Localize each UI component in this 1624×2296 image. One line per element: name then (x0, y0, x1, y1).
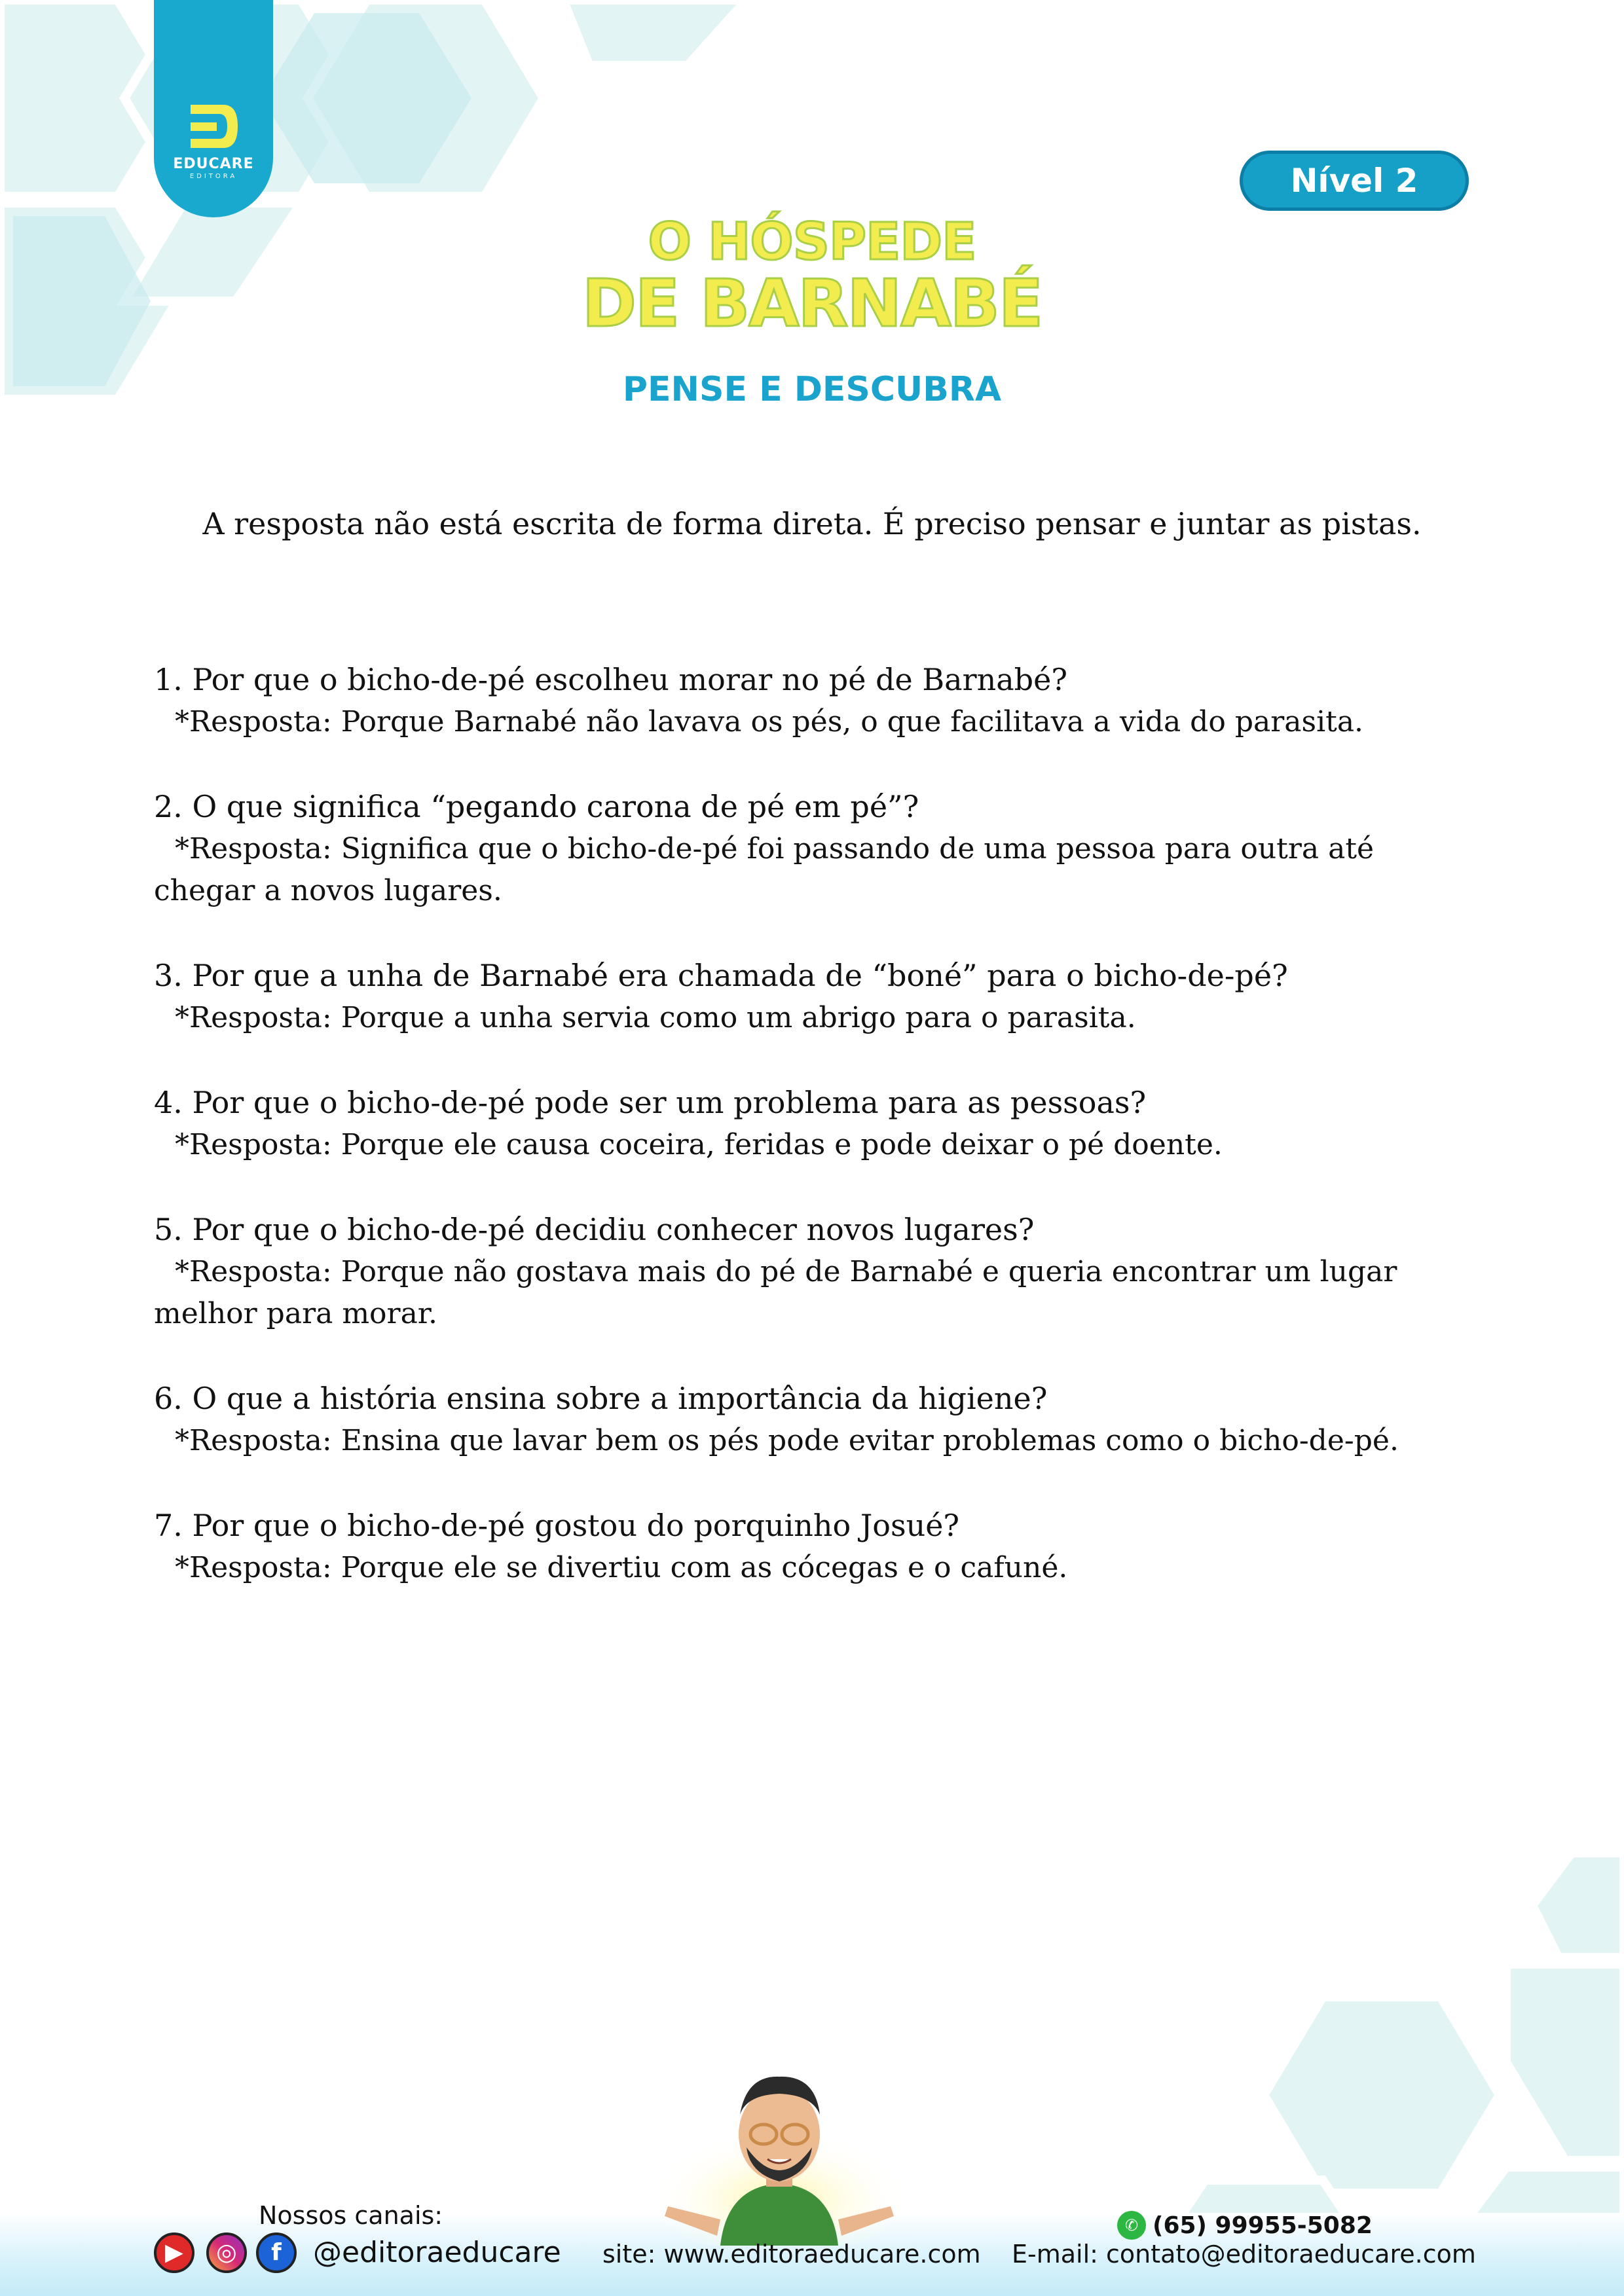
answer-text: *Resposta: Porque Barnabé não lavava os pés, o que facilitava a vida do parasita. (175, 705, 1364, 738)
mascot-illustration (648, 2062, 910, 2246)
question-text: 7. Por que o bicho-de-pé gostou do porquinho Josué? (154, 1508, 960, 1543)
question-list (154, 658, 1470, 1631)
answer-text: *Resposta: Porque a unha servia como um abrigo para o parasita. (175, 1001, 1136, 1034)
answer-text: *Resposta: Significa que o bicho-de-pé foi passando de uma pessoa para outra até chegar a novos lugares. (154, 832, 1375, 907)
question-text: 5. Por que o bicho-de-pé decidiu conhecer novos lugares? (154, 1212, 1035, 1247)
logo-subtext: EDITORA (189, 173, 238, 180)
answer-text: *Resposta: Ensina que lavar bem os pés pode evitar problemas como o bicho-de-pé. (175, 1424, 1399, 1457)
social-handle[interactable]: @editoraeducare (313, 2236, 561, 2269)
website-link[interactable]: site: www.editoraeducare.com (602, 2240, 981, 2269)
question-item (154, 1081, 1470, 1166)
youtube-icon[interactable]: ▶ (154, 2232, 194, 2273)
question-text: 3. Por que a unha de Barnabé era chamada de “boné” para o bicho-de-pé? (154, 958, 1288, 993)
level-badge: Nível 2 (1240, 151, 1469, 211)
educare-logo-mark-icon (185, 98, 242, 155)
answer-text: *Resposta: Porque ele causa coceira, feridas e pode deixar o pé doente. (175, 1128, 1223, 1161)
logo-text: EDUCARE (173, 156, 254, 172)
email-link[interactable]: E-mail: contato@editoraeducare.com (1012, 2240, 1476, 2269)
educare-logo (154, 0, 273, 217)
answer-text: *Resposta: Porque ele se divertiu com as cócegas e o cafuné. (175, 1551, 1068, 1584)
question-item (154, 1504, 1470, 1589)
question-text: 4. Por que o bicho-de-pé pode ser um problema para as pessoas? (154, 1085, 1147, 1120)
question-text: 2. O que significa “pegando carona de pé em pé”? (154, 789, 919, 824)
question-item (154, 954, 1470, 1039)
question-item (154, 785, 1470, 912)
book-title-line-1: O HÓSPEDE (648, 213, 976, 272)
book-title-line-2: DE BARNABÉ (581, 265, 1043, 342)
instructions-text: A resposta não está escrita de forma direta. É preciso pensar e juntar as pistas. (202, 506, 1422, 541)
question-text: 6. O que a história ensina sobre a importância da higiene? (154, 1381, 1048, 1416)
whatsapp-icon: ✆ (1117, 2211, 1146, 2240)
question-item (154, 1208, 1470, 1335)
phone-number: (65) 99955-5082 (1153, 2212, 1373, 2239)
question-text: 1. Por que o bicho-de-pé escolheu morar no pé de Barnabé? (154, 662, 1067, 697)
section-subtitle: PENSE E DESCUBRA (622, 370, 1002, 409)
question-item (154, 658, 1470, 743)
question-item (154, 1377, 1470, 1462)
facebook-icon[interactable]: f (256, 2232, 297, 2273)
answer-text: *Resposta: Porque não gostava mais do pé de Barnabé e queria encontrar um lugar melhor para morar. (154, 1255, 1397, 1330)
channels-label: Nossos canais: (259, 2201, 443, 2230)
instagram-icon[interactable]: ◎ (206, 2232, 247, 2273)
